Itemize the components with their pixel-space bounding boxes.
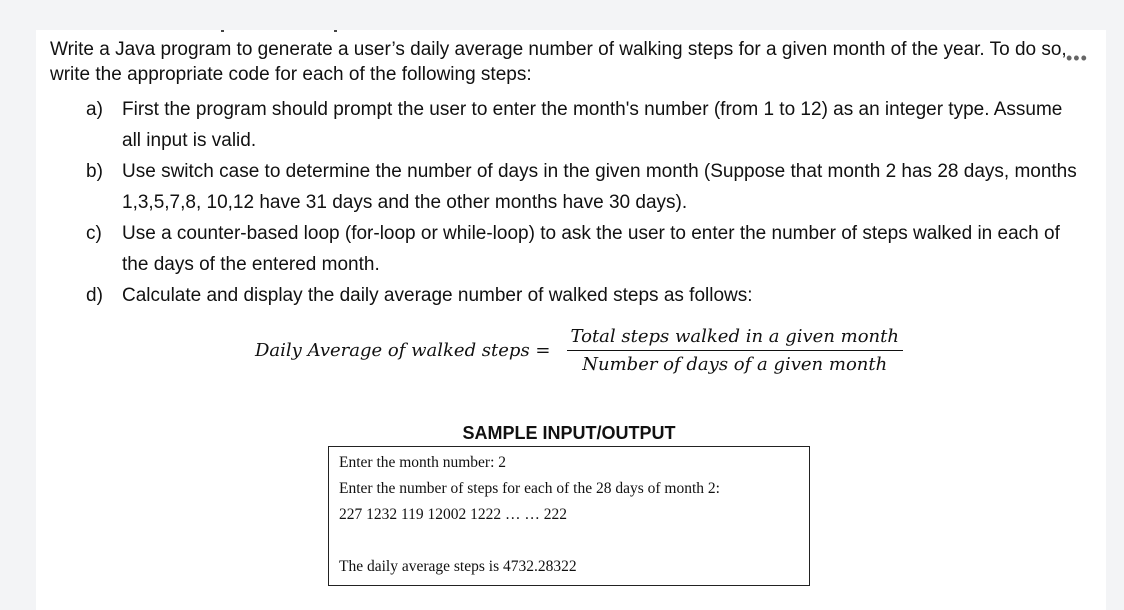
sample-line: 227 1232 119 12002 1222 … … 222 [339, 506, 568, 523]
sample-line: Enter the number of steps for each of the 28 days of month 2: [339, 480, 720, 497]
step-item [86, 94, 1086, 156]
sample-line: Enter the month number: 2 [339, 454, 507, 471]
average-formula [255, 320, 903, 380]
sample-title: SAMPLE INPUT/OUTPUT [462, 423, 676, 443]
step-item [86, 156, 1086, 218]
formula-fraction [567, 326, 903, 375]
clipped-text-fragment [334, 30, 337, 32]
step-marker: d) [86, 285, 103, 306]
document-page [36, 30, 1106, 610]
step-text: First the program should prompt the user to enter the month's number (from 1 to 12) as an integer type. Assume all input is valid. [122, 99, 1063, 151]
formula-lhs: Daily Average of walked steps = [255, 339, 551, 361]
steps-list [86, 94, 1086, 311]
sample-io-box [328, 446, 810, 586]
step-text: Use switch case to determine the number of days in the given month (Suppose that month 2 has 28 days, months 1,3,5,7,8, 10,12 have 31 days and the other months have 30 days). [122, 161, 1077, 213]
step-text: Calculate and display the daily average number of walked steps as follows: [122, 285, 753, 306]
step-item [86, 280, 1086, 311]
formula-denominator: Number of days of a given month [582, 353, 888, 375]
step-item [86, 218, 1086, 280]
sample-line: The daily average steps is 4732.28322 [339, 558, 577, 575]
step-text: Use a counter-based loop (for-loop or while-loop) to ask the user to enter the number of steps walked in each of the days of the entered month. [122, 223, 1060, 275]
clipped-text-fragment [221, 30, 224, 32]
step-marker: a) [86, 99, 103, 120]
step-marker: c) [86, 223, 102, 244]
formula-numerator: Total steps walked in a given month [567, 326, 903, 351]
blank-line [339, 528, 799, 554]
step-marker: b) [86, 161, 103, 182]
problem-intro: Write a Java program to generate a user’s daily average number of walking steps for a given month of the year. To do so, write the appropriate code for each of the following steps: [50, 39, 1067, 85]
more-options-icon[interactable]: ••• [1066, 48, 1088, 68]
